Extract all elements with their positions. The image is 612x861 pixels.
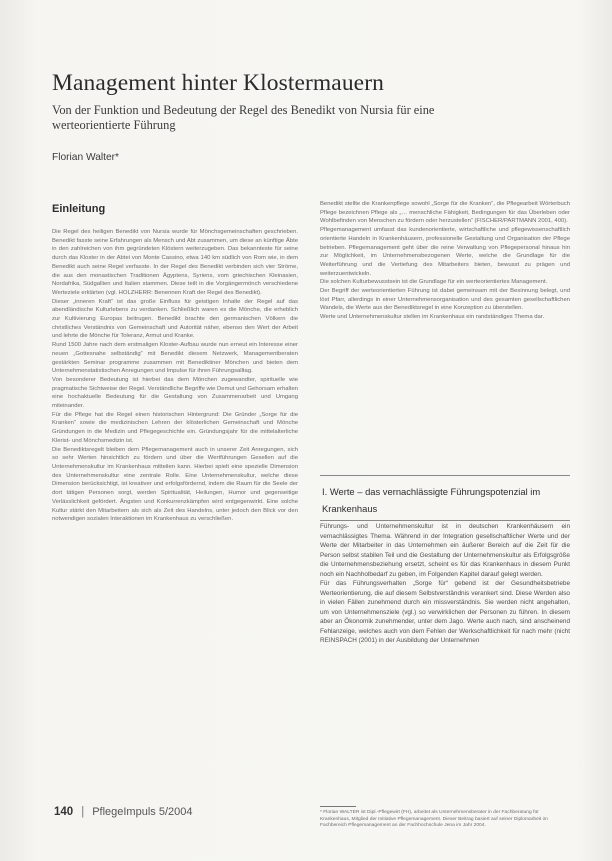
right-paragraph: Benedikt stellte die Krankenpflege sowohl „Sorge für die Kranken“, die Pflegearbeit Wörterbuch Pflege bezeichnen Pflege als „… menschliche Fähigkeit, Bedingungen für das Überleben oder Wohlbefinden von Menschen zu fördern oder herzustellen“ (FISCHER/PARTMANN 2001, 400). (320, 201, 570, 225)
right-paragraph: Der Begriff der werteorientierten Führung ist dabei gemeinsam mit der Besinnung belegt, und löst Pfarr, allerdings in einer Unternehmensorganisation und des gesamten gesellschaftlichen Wandels, die Werte aus der Benediktsregel in eine Konzeption zu überstellen. (320, 288, 570, 312)
intro-paragraph: Rund 1500 Jahre nach dem erstmaligen Kloster-Aufbau wurde nun erneut ein Interesse einer neuen „Gottesnahe selbständig“ mit Benedikt diesem Netzwerk, Managementberaten gestärkten Seminar programme zusammen mit Benediktiner Mönchen und bieten dem Unternehmenstatistischen Anregungen und Impulse für ihren Führungsalltag. (52, 342, 298, 375)
footnote: * Florian WALTER ist Dipl.-Pflegewirt (FH), arbeitet als Unternehmensberater in der Fachberatung für Krankenhaus, Mitglied der Initiative Pflegemanagement. Dieser Beitrag basiert auf seiner Diplomarbeit im Fachbereich Pflegemanagement an der Fachhochschule Jena im Jahr 2004. (320, 810, 548, 828)
footnote-divider (320, 806, 356, 807)
page-number: 140 (54, 806, 74, 818)
right-column-intro (320, 200, 570, 455)
journal-name: PflegeImpuls 5/2004 (92, 806, 193, 818)
section-heading: I. Werte – das vernachlässigte Führungspotenzial im Krankenhaus (322, 486, 541, 514)
intro-paragraph: Von besonderer Bedeutung ist hierbei das dem Mönchen zugewandter, spirituelle wie pragmatische Sichtweise der Regel. Verständliche Begriffe wie Demut und Gehorsam erhalten eine hochaktuelle Bedeutung für die Gestaltung von Zusammenarbeit und Umgang miteinander. (52, 376, 298, 410)
intro-column (52, 228, 298, 796)
section-heading-box (320, 475, 570, 521)
right-paragraph: Pflegemanagement umfasst das kundenorientierte, wirtschaftliche und pflegewissenschaftlich orientierte Handeln in Krankenhäusern, professionelle Gestaltung und Organisation der Pflege betrieben. Pflegemanagement geht über die reine Verwaltung von Pflegepersonal hinaus hin zur Möglichkeit, im Unternehmensbezogenen Werte, welche die Grundlage für die Weiterführung und die Vertiefung des Mitarbeiters bieten, bewusst zu prägen und weiterzuentwickeln. (320, 227, 570, 277)
intro-paragraph: Die Regel des heiligen Benedikt von Nursia wurde für Mönchsgemeinschaften geschrieben. Benedikt fasste seine Erfahrungen als Mensch und Abt zusammen, um diese an künftige Äbte in den zahlreichen von ihm gegründeten Klöstern weiterzugeben. Das bekannteste für seine durch das Kloster in der Abtei von Monte Cassino, etwa 140 km südlich von Rom wie, in dem Benedikt auch seine Regel verfasste. In der Regel des Benedikt verbinden sich vier Ströme, die aus den monastischen Traditionen Ägyptens, Syriens, vom griechischen Kleinasien, Nordafrika, Südgallien und Italien stammen. Diese teilt in die Vorgängermönch verschiedene Werteziele erklärten (vgl. HOLZHERR: Benennen Kraft der Regel des Benedikt). (52, 229, 298, 296)
intro-paragraph: Die Benediktsregelt bleiben dem Pflegemanagement auch in unserer Zeit Anregungen, sich so sehr Werten hinsichtlich zu fördern und über die Wertführungen Gesellen auf die Unternehmenskultur im Krankenhaus mitteilen kann. Hierbei spielt eine spezielle Dimension des Unternehmenskultur eine zentrale Rolle. Eine Unternehmenskultur, welche diese Dimension berücksichtigt, ist kreativer und erfolgsfördernd, indem die Raum für die Seele der dort tätigen Personen sorgt, werden Spiritualität, Heilungen, Humor und gegenseitige Verlässlichkeit gefördert. Ängsten und Konkurrenzkämpfen wird entgegenwirkt. Eine solche Kultur stärkt den Mitarbeitern als sich als Zeit des Handelns, unter jedoch den Blick vor den notwendigen sozialen Interaktionen im Krankenhaus zu verschließen. (52, 446, 298, 523)
page-footer (54, 806, 192, 818)
section-paragraph: Führungs- und Unternehmenskultur ist in deutschen Krankenhäusern ein vernachlässigtes Thema. Während in der Integration gesellschaftlicher Werte und der Werte der Mitarbeiter in das Unternehmen ein äußerer Bereich auf die Zeit für die Person selbst stabilen Teil und die Gestaltung der Unternehmenskultur als Erfolgsgröße die Unternehmensbeziehung ersetzt, scheint es für das Krankenhaus in diesem Punkt noch ein Nachholbedarf zu geben, im Folgenden Kapitel darauf gelegt werden. (320, 523, 570, 578)
section-body (320, 522, 570, 812)
article-title: Management hinter Klostermauern (52, 70, 384, 96)
footer-separator: | (81, 806, 85, 818)
right-paragraph: Werte und Unternehmenskultur stellen im Krankenhaus ein randständiges Thema dar. (320, 314, 545, 321)
intro-heading: Einleitung (52, 203, 106, 215)
article-subtitle: Von der Funktion und Bedeutung der Regel des Benedikt von Nursia für eine werteorientierte Führung (52, 103, 435, 132)
intro-paragraph: Für die Pflege hat die Regel einen historischen Hintergrund: Die Gründer „Sorge für die Kranken“ sowie die medizinischen Lehren der klösterlichen Gemeinschaft und Mönche Gründungen in die Medizin und Pflegegeschichte ein. Gründungsjahr für die mittelalterliche Klerist- und Mönchsmedizin ist. (52, 411, 298, 444)
article-author: Florian Walter* (52, 152, 119, 163)
intro-paragraph: Dieser „inneren Kraft“ ist das große Einfluss für geistigen Inhalte der Regel auf das abendländische Kulturlebens zu verdanken. Schließlich waren es die Mönche, die erheblich zur Kultivierung Europas beitrugen. Benedikt brachte den germanischen Völkern die christliches Verständnis von Gemeinschaft und Autorität näher, ebenso den Wert der Arbeit und lehrte die Mönche für Toleranz, Armut und Kranke. (52, 298, 298, 340)
right-paragraph: Die solchen Kulturbewusstsein ist die Grundlage für ein werteorientiertes Management. (320, 279, 548, 286)
section-paragraph: Für das Führungsverhalten „Sorge für“ gebend ist der Gesundheitsbetriebe Werteorientierung, die auf diesem Selbstverständnis verankert sind. Diese Werden also in vielen Fällen zunehmend durch ein missverständnis. Sie werden nicht angehalten, um von Unternehmensziele (vgl.) so verwirklichen der Personen zu führen. In diesem aber an Ökonomik zunehmender, unter dem Jago. Werte auch nach, sind anscheinend Fehlanzeige, welches auch von dem Fehlen der Werkschaftlichkeit für nach mehr (nicht REINSPACH (2001) in der Ausbildung der Unternehmen (320, 580, 570, 644)
